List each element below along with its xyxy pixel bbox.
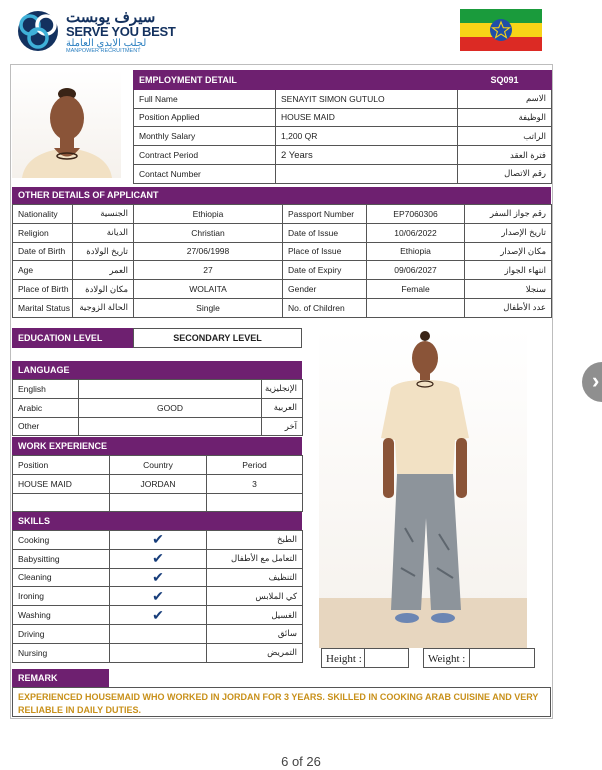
employment-row-arabic: رقم الاتصال: [458, 164, 552, 183]
language-section: [12, 361, 302, 436]
detail-label: Marital Status: [13, 298, 73, 317]
employment-row-label: Position Applied: [134, 108, 276, 127]
employment-row-label: Full Name: [134, 89, 276, 108]
skills-section: [12, 512, 302, 663]
detail-arabic: الحالة الزوجية: [73, 298, 134, 317]
contact-number-value: [276, 164, 458, 183]
employment-detail-header: EMPLOYMENT DETAIL: [134, 71, 458, 90]
check-icon: ✔: [110, 531, 207, 550]
check-icon: ✔: [110, 606, 207, 625]
detail-arabic: الجنسية: [73, 205, 134, 224]
detail-arabic: مكان الإصدار: [465, 242, 552, 261]
skill-arabic: الغسيل: [207, 606, 303, 625]
religion-value: Christian: [134, 223, 283, 242]
detail-label: Date of Issue: [283, 223, 367, 242]
check-icon: [110, 643, 207, 662]
date-of-birth-value: 27/06/1998: [134, 242, 283, 261]
height-weight-row: [319, 648, 535, 668]
detail-arabic: مكان الولادة: [73, 280, 134, 299]
skill-label: Babysitting: [13, 549, 110, 568]
remark-text: EXPERIENCED HOUSEMAID WHO WORKED IN JORDAN FOR 3 YEARS. SKILLED IN COOKING ARAB CUISINE AND VERY RELIABLE IN DAILY DUTIES.: [12, 687, 551, 717]
skill-label: Cooking: [13, 531, 110, 550]
date-of-issue-value: 10/06/2022: [367, 223, 465, 242]
work-period-cell: [207, 493, 303, 512]
other-language-value: [79, 417, 262, 436]
detail-arabic: الديانة: [73, 223, 134, 242]
check-icon: [110, 624, 207, 643]
ethiopia-flag-icon: [460, 9, 542, 51]
skill-label: Washing: [13, 606, 110, 625]
date-of-expiry-value: 09/06/2027: [367, 261, 465, 280]
language-label: Arabic: [13, 398, 79, 417]
employment-row-arabic: الراتب: [458, 127, 552, 146]
detail-arabic: انتهاء الجواز: [465, 261, 552, 280]
contract-period-value: 2 Years: [276, 146, 458, 165]
language-label: Other: [13, 417, 79, 436]
next-page-button[interactable]: [582, 362, 602, 402]
skill-label: Cleaning: [13, 568, 110, 587]
employment-row-arabic: فترة العقد: [458, 146, 552, 165]
skill-arabic: سائق: [207, 624, 303, 643]
nationality-value: Ethiopia: [134, 205, 283, 224]
marital-status-value: Single: [134, 298, 283, 317]
other-details-header: OTHER DETAILS OF APPLICANT: [12, 187, 551, 204]
age-value: 27: [134, 261, 283, 280]
education-section: [12, 328, 302, 348]
check-icon: ✔: [110, 568, 207, 587]
logo-emblem-icon: [14, 8, 62, 54]
detail-label: Religion: [13, 223, 73, 242]
detail-label: Place of Birth: [13, 280, 73, 299]
work-experience-header: WORK EXPERIENCE: [12, 437, 302, 455]
work-period-cell: 3: [207, 474, 303, 493]
children-value: [367, 298, 465, 317]
detail-arabic: العمر: [73, 261, 134, 280]
full-body-figure-icon: [319, 328, 527, 648]
monthly-salary-value: 1,200 QR: [276, 127, 458, 146]
work-column-header: Period: [207, 456, 303, 475]
language-arabic: آخر: [262, 417, 303, 436]
other-details-section: [12, 187, 551, 318]
logo-arabic: سيرف يوبست: [66, 9, 156, 26]
work-column-header: Position: [13, 456, 110, 475]
employment-row-label: Monthly Salary: [134, 127, 276, 146]
check-icon: ✔: [110, 587, 207, 606]
work-experience-section: [12, 437, 302, 512]
education-level-value: SECONDARY LEVEL: [133, 328, 302, 348]
detail-label: Gender: [283, 280, 367, 299]
detail-arabic: تاريخ الولادة: [73, 242, 134, 261]
detail-arabic: رقم جواز السفر: [465, 205, 552, 224]
applicant-portrait-photo: [12, 70, 121, 178]
chevron-right-icon: ›: [592, 368, 600, 393]
employment-detail-section: [133, 70, 551, 184]
language-header: LANGUAGE: [12, 361, 302, 379]
work-country-cell: JORDAN: [110, 474, 207, 493]
skill-arabic: كي الملابس: [207, 587, 303, 606]
detail-arabic: تاريخ الإصدار: [465, 223, 552, 242]
height-label: Height :: [321, 648, 409, 668]
position-applied-value: HOUSE MAID: [276, 108, 458, 127]
detail-label: Nationality: [13, 205, 73, 224]
detail-label: Place of Issue: [283, 242, 367, 261]
skill-label: Driving: [13, 624, 110, 643]
language-label: English: [13, 380, 79, 399]
skill-arabic: التعامل مع الأطفال: [207, 549, 303, 568]
employment-row-arabic: الاسم: [458, 89, 552, 108]
full-name-value: SENAYIT SIMON GUTULO: [276, 89, 458, 108]
logo-sub: MANPOWER RECRUITMENT: [66, 48, 141, 54]
weight-value: [469, 649, 534, 667]
work-position-cell: HOUSE MAID: [13, 474, 110, 493]
reference-code: SQ091: [458, 71, 552, 90]
skill-arabic: التمريض: [207, 643, 303, 662]
logo-arabic-sub: لجلب الايدي العاملة: [66, 38, 147, 49]
detail-label: Date of Birth: [13, 242, 73, 261]
detail-label: Date of Expiry: [283, 261, 367, 280]
height-value: [364, 649, 408, 667]
work-column-header: Country: [110, 456, 207, 475]
gender-value: Female: [367, 280, 465, 299]
portrait-figure-icon: [12, 70, 121, 178]
skill-label: Nursing: [13, 643, 110, 662]
skills-header: SKILLS: [12, 512, 302, 530]
language-arabic: العربية: [262, 398, 303, 417]
weight-label: Weight :: [423, 648, 535, 668]
english-level-value: [79, 380, 262, 399]
logo-name: SERVE YOU BEST: [66, 24, 176, 39]
remark-header: REMARK: [12, 669, 109, 687]
education-level-label: EDUCATION LEVEL: [12, 328, 133, 348]
page-indicator: 6 of 26: [281, 754, 321, 769]
language-arabic: الإنجليزية: [262, 380, 303, 399]
remark-section: [12, 669, 551, 717]
passport-number-value: EP7060306: [367, 205, 465, 224]
skill-arabic: الطبخ: [207, 531, 303, 550]
arabic-level-value: GOOD: [79, 398, 262, 417]
check-icon: ✔: [110, 549, 207, 568]
detail-arabic: عدد الأطفال: [465, 298, 552, 317]
place-of-birth-value: WOLAITA: [134, 280, 283, 299]
place-of-issue-value: Ethiopia: [367, 242, 465, 261]
employment-row-label: Contract Period: [134, 146, 276, 165]
detail-label: No. of Children: [283, 298, 367, 317]
employment-row-arabic: الوظيفة: [458, 108, 552, 127]
employment-row-label: Contact Number: [134, 164, 276, 183]
work-country-cell: [110, 493, 207, 512]
applicant-full-body-photo: [319, 328, 527, 648]
detail-arabic: سنجلا: [465, 280, 552, 299]
skill-label: Ironing: [13, 587, 110, 606]
skill-arabic: التنظيف: [207, 568, 303, 587]
detail-label: Age: [13, 261, 73, 280]
detail-label: Passport Number: [283, 205, 367, 224]
work-position-cell: [13, 493, 110, 512]
company-logo: [14, 8, 179, 54]
